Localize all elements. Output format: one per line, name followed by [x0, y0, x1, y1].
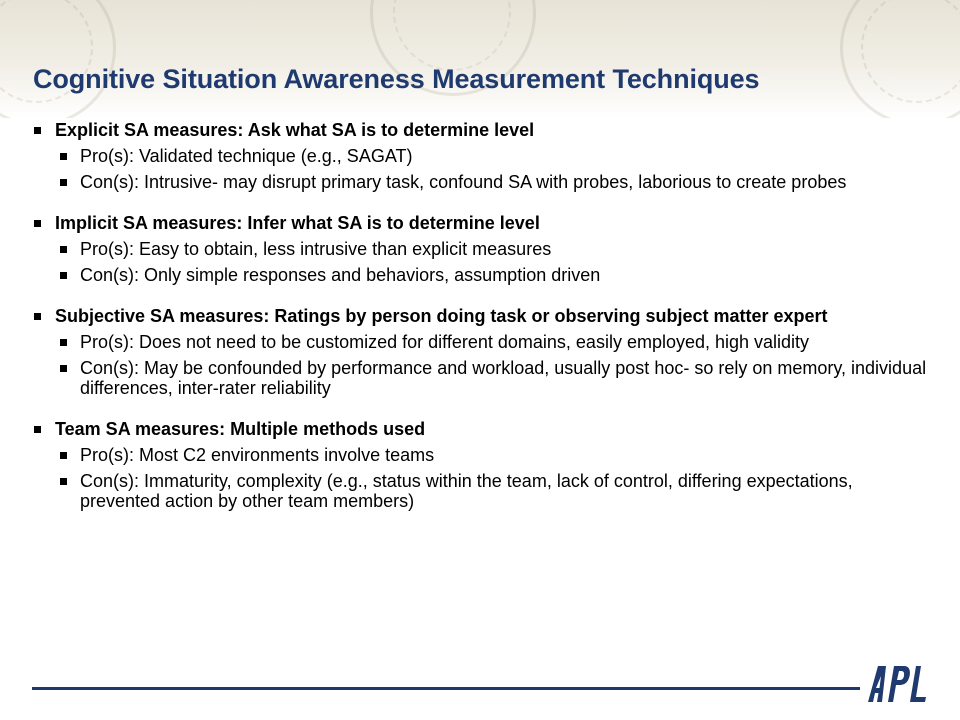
square-bullet-icon	[34, 220, 41, 227]
square-bullet-icon	[60, 272, 67, 279]
bullet-item	[60, 239, 934, 259]
section-subjective	[34, 306, 934, 398]
apl-logo	[866, 664, 928, 704]
heading-text: Subjective SA measures: Ratings by person doing task or observing subject matter expert	[55, 306, 828, 326]
square-bullet-icon	[60, 153, 67, 160]
square-bullet-icon	[34, 313, 41, 320]
bullet-item	[60, 146, 934, 166]
bullet-item	[60, 358, 934, 398]
bullet-heading	[34, 306, 934, 326]
item-text: Pro(s): Easy to obtain, less intrusive than explicit measures	[80, 239, 552, 259]
item-text: Pro(s): Validated technique (e.g., SAGAT)	[80, 146, 413, 166]
section-implicit	[34, 213, 934, 285]
square-bullet-icon	[60, 246, 67, 253]
bullet-item	[60, 471, 934, 511]
bullet-heading	[34, 213, 934, 233]
bullet-list	[34, 120, 934, 532]
section-explicit	[34, 120, 934, 192]
heading-text: Implicit SA measures: Infer what SA is to determine level	[55, 213, 540, 233]
header-background	[0, 0, 960, 118]
square-bullet-icon	[60, 365, 67, 372]
bullet-item	[60, 265, 934, 285]
item-text: Pro(s): Does not need to be customized for different domains, easily employed, high validity	[80, 332, 810, 352]
square-bullet-icon	[60, 478, 67, 485]
square-bullet-icon	[60, 179, 67, 186]
heading-text: Explicit SA measures: Ask what SA is to determine level	[55, 120, 535, 140]
seal-watermark	[0, 0, 116, 118]
seal-watermark	[840, 0, 960, 118]
bullet-item	[60, 445, 934, 465]
section-team	[34, 419, 934, 511]
bullet-item	[60, 172, 934, 192]
square-bullet-icon	[34, 426, 41, 433]
bullet-heading	[34, 120, 934, 140]
item-text: Con(s): Immaturity, complexity (e.g., status within the team, lack of control, differing expectations, prevented action by other team members)	[80, 471, 853, 511]
item-text: Con(s): Intrusive- may disrupt primary task, confound SA with probes, laborious to create probes	[80, 172, 847, 192]
square-bullet-icon	[60, 339, 67, 346]
bullet-heading	[34, 419, 934, 439]
heading-text: Team SA measures: Multiple methods used	[55, 419, 426, 439]
square-bullet-icon	[60, 452, 67, 459]
bullet-item	[60, 332, 934, 352]
item-text: Con(s): Only simple responses and behaviors, assumption driven	[80, 265, 601, 285]
slide-title: Cognitive Situation Awareness Measurement Techniques	[33, 64, 760, 94]
item-text: Con(s): May be confounded by performance and workload, usually post hoc- so rely on memory, individual differences, inter-rater reliability	[80, 358, 927, 398]
square-bullet-icon	[34, 127, 41, 134]
item-text: Pro(s): Most C2 environments involve teams	[80, 445, 435, 465]
footer-rule	[32, 687, 860, 690]
